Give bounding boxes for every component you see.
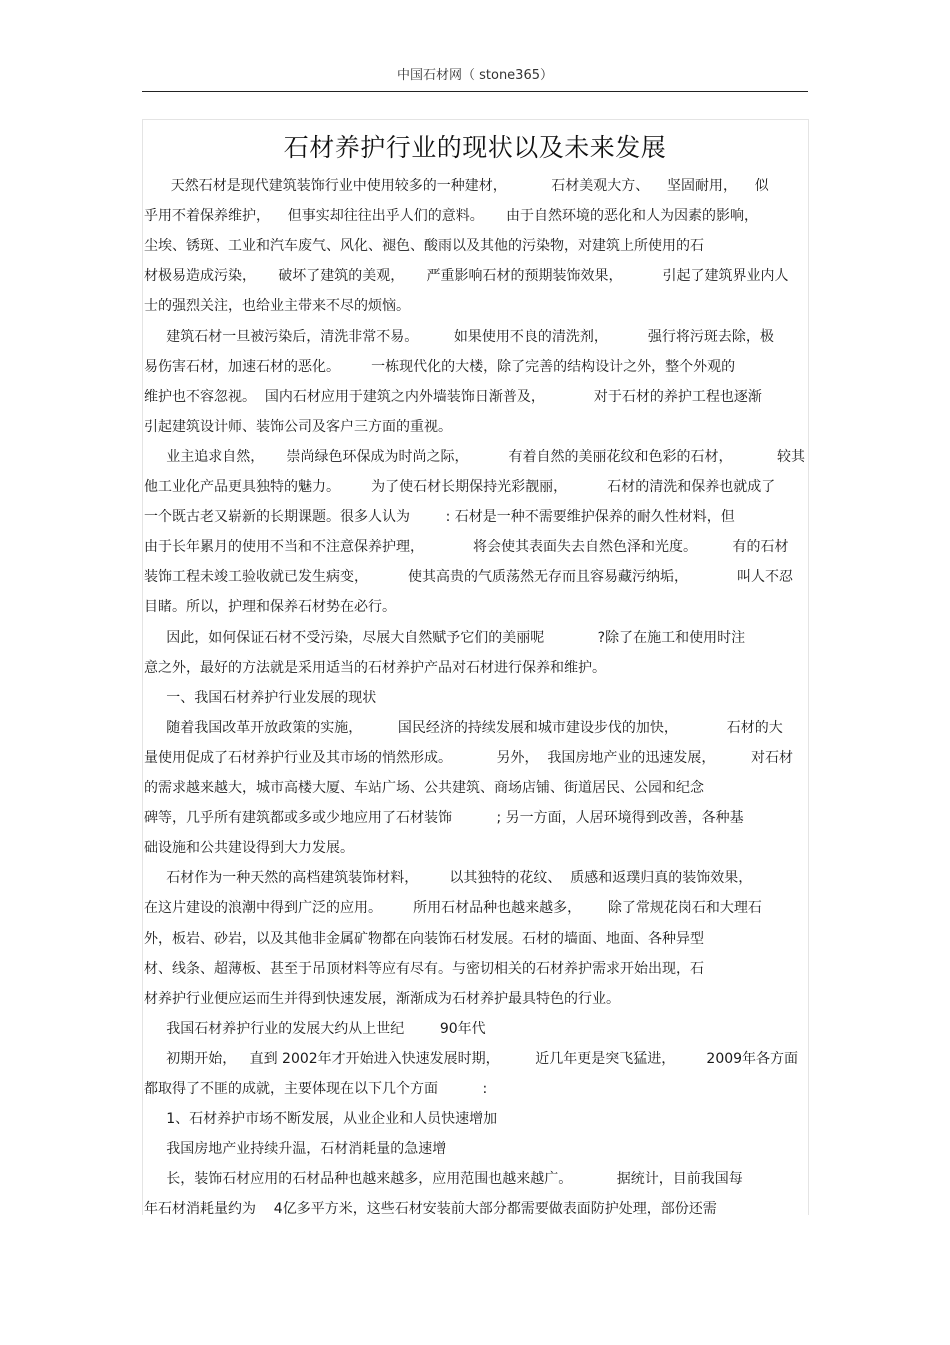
body-line: 维护也不容忽视。 国内石材应用于建筑之内外墙装饰日渐普及， 对于石材的养护工程也逐渐 [144,388,762,405]
body-line: 意之外，最好的方法就是采用适当的石材养护产品对石材进行保养和维护。 [144,659,606,676]
body-line: 目睹。所以，护理和保养石材势在必行。 [144,599,396,616]
header-divider [142,91,808,92]
body-line: 引起建筑设计师、装饰公司及客户三方面的重视。 [144,418,452,435]
body-line: 在这片建设的浪潮中得到广泛的应用。 所用石材品种也越来越多， 除了常规花岗石和大理石 [144,900,762,917]
body-line: 的需求越来越大，城市高楼大厦、车站广场、公共建筑、商场店铺、街道居民、公园和纪念 [144,780,704,796]
body-line: 碑等，几乎所有建筑都或多或少地应用了石材装饰 ; 另一方面，人居环境得到改善，各种基 [144,810,744,827]
body-line: 我国石材养护行业的发展大约从上世纪 90年代 [144,1020,486,1037]
body-line: 建筑石材一旦被污染后，清洗非常不易。 如果使用不良的清洗剂， 强行将污斑去除，极 [144,328,774,345]
body-line: 业主追求自然， 崇尚绿色环保成为时尚之际， 有着自然的美丽花纹和色彩的石材， 较其 [144,448,806,465]
body-line: 年石材消耗量约为 4亿多平方米，这些石材安装前大部分都需要做表面防护处理，部份还需 [144,1201,717,1218]
body-line: 1、石材养护市场不断发展，从业企业和人员快速增加 [144,1111,498,1128]
body-line: 材、线条、超薄板、甚至于吊顶材料等应有尽有。与密切相关的石材养护需求开始出现，石 [144,960,704,977]
body-line: 随着我国改革开放政策的实施， 国民经济的持续发展和城市建设步伐的加快， 石材的大 [144,719,783,736]
body-line: 础设施和公共建设得到大力发展。 [144,840,354,857]
body-line: 天然石材是现代建筑装饰行业中使用较多的一种建材， 石材美观大方、 坚固耐用， 似 [144,178,769,194]
body-line: 乎用不着保养维护， 但事实却往往出乎人们的意料。 由于自然环境的恶化和人为因素的影响， [144,208,759,225]
body-line: 尘埃、锈斑、工业和汽车废气、风化、褪色、酸雨以及其他的污染物，对建筑上所使用的石 [144,238,704,255]
body-line: 外，板岩、砂岩，以及其他非金属矿物都在向装饰石材发展。石材的墙面、地面、各种异型 [144,930,704,947]
body-line: 由于长年累月的使用不当和不注意保养护理， 将会使其表面失去自然色泽和光度。 有的石材 [144,539,789,556]
body-line: 材极易造成污染， 破坏了建筑的美观， 严重影响石材的预期装饰效果， 引起了建筑界业内人 [144,268,789,285]
document-title: 石材养护行业的现状以及未来发展 [283,133,667,162]
body-line: 易伤害石材，加速石材的恶化。 一栋现代化的大楼，除了完善的结构设计之外，整个外观的 [144,358,736,375]
body-line: 我国房地产业持续升温，石材消耗量的急速增 [144,1141,447,1158]
body-line: 材养护行业便应运而生并得到快速发展，渐渐成为石材养护最具特色的行业。 [144,990,620,1007]
body-line: 石材作为一种天然的高档建筑装饰材料， 以其独特的花纹、 质感和返璞归真的装饰效果， [144,870,753,887]
body-line: 都取得了不匪的成就，主要体现在以下几个方面 : [144,1081,488,1097]
body-line: 装饰工程未竣工验收就已发生病变， 使其高贵的气质荡然无存而且容易藏污纳垢， 叫人不忍 [144,569,794,586]
body-line: 一个既古老又崭新的长期课题。很多人认为 : 石材是一种不需要维护保养的耐久性材料，但 [144,509,735,526]
body-line: 长，装饰石材应用的石材品种也越来越多，应用范围也越来越广。 据统计，目前我国每 [144,1171,743,1188]
body-line: 初期开始， 直到 2002年才开始进入快速发展时期， 近几年更是突飞猛进， 2009年各方面 [144,1050,799,1067]
body-line: 士的强烈关注，也给业主带来不尽的烦恼。 [144,298,410,315]
body-line: 他工业化产品更具独特的魅力。 为了使石材长期保持光彩靓丽， 石材的清洗和保养也就成了 [144,479,776,495]
body-line: 因此，如何保证石材不受污染，尽展大自然赋予它们的美丽呢 ?除了在施工和使用时注 [144,629,746,646]
body-line: 一、我国石材养护行业发展的现状 [144,689,377,706]
page-header: 中国石材网（ stone365） [396,68,553,83]
body-line: 量使用促成了石材养护行业及其市场的悄然形成。 另外， 我国房地产业的迅速发展， 对石材 [144,749,794,766]
